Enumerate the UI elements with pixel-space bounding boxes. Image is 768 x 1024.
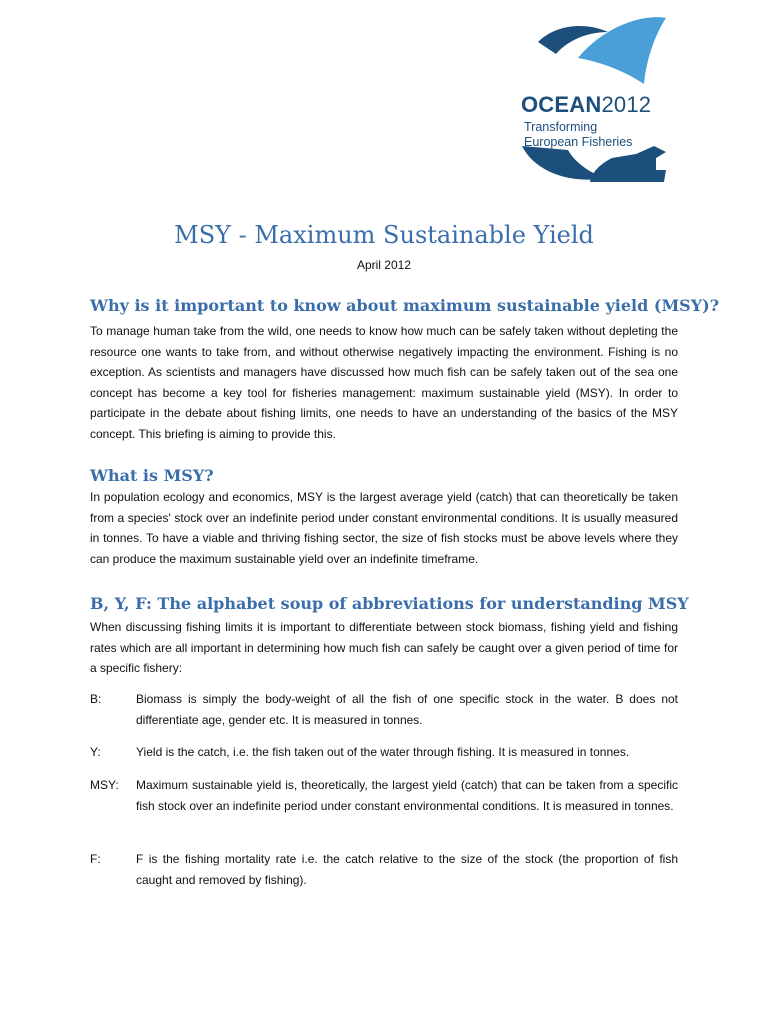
- definition-text: Yield is the catch, i.e. the fish taken out of the water through fishing. It is measured in tonnes.: [136, 745, 630, 759]
- section-body-abbreviations: When discussing fishing limits it is important to differentiate between stock biomass, fishing yield and fishing rates which are all important in determining how much fish can safely be caught over a given period of time for a specific fishery:: [90, 620, 678, 676]
- logo-tagline-line2: European Fisheries: [524, 135, 633, 149]
- definition-term: Y:: [90, 745, 101, 759]
- logo-name: OCEAN: [521, 92, 602, 117]
- definition-text: Biomass is simply the body-weight of all the fish of one specific stock in the water. B does not differentiate age, gender etc. It is measured in tonnes.: [136, 692, 678, 727]
- section-heading-why-msy: Why is it important to know about maximum sustainable yield (MSY)?: [90, 296, 720, 315]
- section-heading-abbreviations: B, Y, F: The alphabet soup of abbreviations for understanding MSY: [90, 594, 689, 613]
- definition-term: B:: [90, 692, 102, 706]
- section-body-what-is-msy: In population ecology and economics, MSY is the largest average yield (catch) that can theoretically be taken from a species' stock over an indefinite period under constant environmental conditions. It is usually measured in tonnes. To have a viable and thriving fishing sector, the size of fish stocks must be above levels where they can produce the maximum sustainable yield over an indefinite timeframe.: [90, 490, 678, 566]
- section-body-why-msy: To manage human take from the wild, one needs to know how much can be safely taken without depleting the resource one wants to take from, and without otherwise negatively impacting the environment. Fishing is no exception. As scientists and managers have discussed how much fish can be safely taken out of the sea one concept has become a key tool for fisheries management: maximum sustainable yield (MSY). In order to participate in the debate about fishing limits, one needs to have an understanding of the basics of the MSY concept. This briefing is aiming to provide this.: [90, 324, 678, 441]
- definition-term: MSY:: [90, 778, 119, 792]
- logo-wordmark: [521, 92, 651, 118]
- definition-text: F is the fishing mortality rate i.e. the catch relative to the size of the stock (the proportion of fish caught and removed by fishing).: [136, 852, 678, 887]
- document-date: April 2012: [356, 258, 412, 272]
- logo-tagline-line1: Transforming: [524, 120, 598, 134]
- logo-boat-shape: [590, 146, 666, 182]
- definition-text: Maximum sustainable yield is, theoretically, the largest yield (catch) that can be taken from a specific fish stock over an indefinite period under constant environmental conditions. It is measured in tonnes.: [136, 778, 678, 813]
- definition-term: F:: [90, 852, 101, 866]
- logo-year: 2012: [601, 92, 652, 117]
- ocean2012-logo: [516, 14, 676, 184]
- section-heading-what-is-msy: What is MSY?: [90, 466, 214, 485]
- document-title: MSY - Maximum Sustainable Yield: [174, 221, 594, 249]
